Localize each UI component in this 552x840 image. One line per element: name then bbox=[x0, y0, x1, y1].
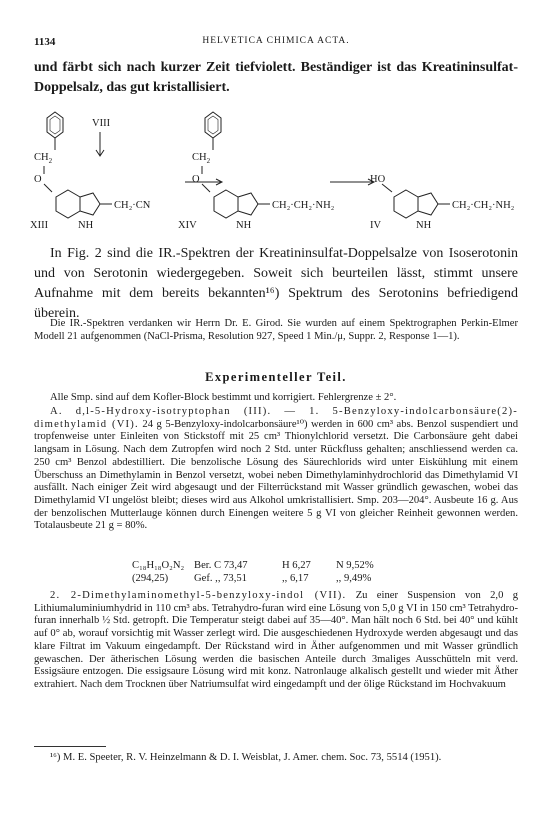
paragraph-b-title: 2. 2-Dimethylaminomethyl-5-benzyloxy-indol (VII). bbox=[50, 590, 347, 601]
paragraph-ir-spectra: In Fig. 2 sind die IR.-Spektren der Kreatininsulfat-Doppelsalze von Isoserotonin und von Serotonin wiedergegeben. Soweit sich beurteilen lässt, stimmt unsere Aufnahme mit dem bereits bekannten¹⁶) Spektrum des Serotonins befriedigend überein. bbox=[34, 246, 518, 321]
elemental-analysis bbox=[132, 560, 374, 585]
hydroxy: HO bbox=[370, 174, 386, 185]
paragraph-b bbox=[34, 590, 518, 692]
analysis-row: (294,25) Gef. ,, 73,51 ,, 6,17 ,, 9,49% bbox=[132, 572, 372, 584]
label-xiii: XIII bbox=[30, 220, 49, 231]
ch2-1: $CH_2$ bbox=[34, 152, 53, 165]
footnote-rule bbox=[34, 746, 106, 747]
journal-title: HELVETICA CHIMICA ACTA. bbox=[202, 36, 350, 46]
indole-benzene-1 bbox=[56, 190, 80, 218]
reaction-scheme bbox=[30, 104, 520, 240]
substituent-cn: CH₂·CN bbox=[114, 200, 151, 211]
paragraph-a bbox=[34, 406, 518, 533]
ch2-2: $CH_2$ bbox=[192, 152, 211, 165]
label-iv: IV bbox=[370, 220, 382, 231]
indole-benzene-2 bbox=[214, 190, 238, 218]
paragraph-thanks: Die IR.-Spektren verdanken wir Herrn Dr. E. Girod. Sie wurden auf einem Spektrographen Perkin-Elmer Modell 21 aufgenommen (NaCl-Prisma, Resolution 927, Speed 1 Min./μ, Suppr. 2, Response 1—1). bbox=[34, 318, 518, 342]
nh-2: NH bbox=[236, 220, 252, 231]
paragraph-a-body: 24 g 5-Benzyloxy-indolcarbonsäure¹⁰) werden in 600 cm³ abs. Benzol suspendiert und tropfenweise unter Einleiten von Stickstoff mit 25 cm³ Thionylchlorid versetzt. Die Carbonsäure geht dabei langsam in Lösung. Nach dem Zutropfen wird noch 2 Std. unter Rückfluss gehalten; anschliessend werden ca. 250 cm³ Benzol abdestilliert. Die benzolische Lösung des Säurechlorids wird unter Eiskühlung mit einem Überschuss an Dimethylamin in Benzol versetzt, wobei neben Dimethylaminhydrochlorid das Dimethylamid VI ausfällt. Nach einiger Zeit wird abgesaugt und der Filterrückstand mit Wasser gründlich gewaschen, wobei das Dimethylamid VI ungelöst bleibt; dieses wird aus Alkohol umkristallisiert. Smp. 203—204°. Ausbeute 16 g. Aus der benzolischen Mutterlauge können durch Einengen weitere 5 g VI von gleicher Reinheit gewonnen werden. Totalausbeute 21 g = 80%. bbox=[34, 418, 518, 532]
footnote: ¹⁶) M. E. Speeter, R. V. Heinzelmann & D. I. Weisblat, J. Amer. chem. Soc. 73, 5514 (1951). bbox=[50, 752, 442, 763]
page-header bbox=[34, 36, 518, 50]
paragraph-a-title: A. d,l-5-Hydroxy-isotryptophan (III). — 1. 5-Benzyloxy-indolcarbonsäure(2)-dimethylamid (VI). bbox=[34, 406, 518, 430]
intro-paragraph: und färbt sich nach kurzer Zeit tiefviolett. Beständiger ist das Kreatininsulfat-Doppelsalz, das gut kristallisiert. bbox=[34, 60, 518, 95]
label-xiv: XIV bbox=[178, 220, 197, 231]
page-number: 1134 bbox=[34, 36, 56, 48]
indole-benzene-3 bbox=[394, 190, 418, 218]
paragraph-b-body: Zu einer Suspension von 2,0 g Lithiumaluminiumhydrid in 110 cm³ abs. Tetrahydro-furan wird eine Lösung von 5,0 g VI in 150 cm³ Tetrahydro-furan innerhalb ½ Std. getropft. Die Temperatur steigt dabei auf 35—40°. Man hält noch 6 Std. bei 40° und kühlt auf 0° ab, worauf vorsichtig mit Wasser zerlegt wird. Die ausgeschiedenen Hydroxyde werden abgesaugt und das klare Filtrat im Vakuum eingedampft. Der Rückstand wird in Äther aufgenommen und mit Wasser gründlich gewaschen. Der ätherischen Lösung werden die basischen Anteile durch 3maliges Ausschütteln mit verd. Essigsäure entzogen. Die essigsaure Lösung wird mit konz. Natronlauge alkalisch gestellt und wieder mit Äther extrahiert. Nach dem Trocknen über Natriumsulfat wird eingedampft und der ölige Rückstand im Hochvakuum bbox=[34, 590, 518, 690]
paragraph-smp: Alle Smp. sind auf dem Kofler-Block bestimmt und korrigiert. Fehlergrenze ± 2°. bbox=[50, 392, 397, 403]
label-viii: VIII bbox=[92, 118, 111, 129]
oxygen-2: O bbox=[192, 174, 200, 185]
indole-pyrrole-2 bbox=[238, 193, 258, 215]
section-title: Experimenteller Teil. bbox=[205, 370, 347, 384]
indole-pyrrole-3 bbox=[418, 193, 438, 215]
nh-1: NH bbox=[78, 220, 94, 231]
oxygen-1: O bbox=[34, 174, 42, 185]
substituent-amine-2: CH₂·CH₂·NH₂ bbox=[272, 200, 335, 211]
indole-pyrrole-1 bbox=[80, 193, 100, 215]
nh-3: NH bbox=[416, 220, 432, 231]
analysis-row: C₁₈H₁₈O₂N₂ Ber. C 73,47 H 6,27 N 9,52% bbox=[132, 560, 374, 571]
substituent-amine-3: CH₂·CH₂·NH₂ bbox=[452, 200, 515, 211]
